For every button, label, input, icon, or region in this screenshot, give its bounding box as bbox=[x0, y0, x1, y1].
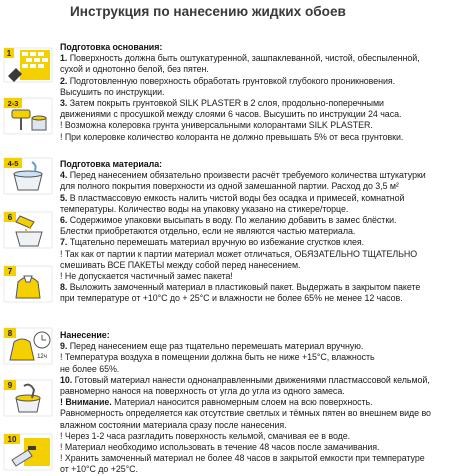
note-text: смешивать ВСЕ ПАКЕТЫ между собой перед нанесением. bbox=[60, 259, 301, 270]
step-text: Тщательно перемешать материал вручную во избежание сгустков клея. bbox=[67, 237, 365, 248]
step-number: 2. bbox=[60, 75, 68, 86]
step-text: температуры. Количество воды на упаковку указано на стикере/торце. bbox=[60, 203, 349, 214]
step-number: 9. bbox=[60, 341, 68, 352]
step-number: 6. bbox=[60, 215, 68, 226]
step-text: Блестки приобретаются отдельно, если не являются частью материала. bbox=[60, 226, 356, 237]
step-text: Подготовленную поверхность обработать грунтовкой глубокого проникновения. bbox=[67, 75, 396, 86]
note-text: ! Возможна колеровка грунта универсальными колорантами SILK PLASTER. bbox=[60, 120, 373, 131]
step-6-icon bbox=[2, 210, 54, 250]
note-text: не более 65%. bbox=[60, 363, 120, 374]
step-text: при температуре от +10°С до + 25°С и влажности не более 65% не менее 12 часов. bbox=[60, 293, 403, 304]
step-10-icon bbox=[2, 432, 54, 472]
step-2-3-label: 2-3 bbox=[7, 99, 19, 108]
step-text: Содержимое упаковки высыпать в воду. По желанию добавить в замес блёстки. bbox=[67, 215, 397, 226]
step-1-icon bbox=[2, 46, 54, 86]
step-text: сухой и однотонно белой, без пятен. bbox=[60, 64, 209, 75]
note-text: ! Материал необходимо использовать в течение 48 часов после замачивания. bbox=[60, 442, 380, 453]
step-1-label: 1 bbox=[6, 49, 12, 58]
step-text: Перед нанесением еще раз тщательно перемешать материал вручную. bbox=[67, 341, 364, 352]
step-number: 10. bbox=[60, 374, 73, 385]
step-text: В пластмассовую емкость налить чистой воды без осадка и примесей, комнатной bbox=[67, 192, 405, 203]
step-text: Готовый материал нанести однонаправленными движениями пластмассовой кельмой, bbox=[72, 374, 430, 385]
step-6-label: 6 bbox=[7, 213, 13, 222]
note-text: ! При колеровке количество колоранта не должно превышать 5% от веса грунтовки. bbox=[60, 131, 404, 142]
step-text: движениями с просушкой между слоями 6 часов. Высушить по инструкции 24 часа. bbox=[60, 109, 402, 120]
page-title: Инструкция по нанесению жидких обоев bbox=[70, 4, 346, 19]
step-9-label: 9 bbox=[7, 381, 13, 390]
step-7-label: 7 bbox=[7, 267, 13, 276]
section-heading: Подготовка материала: bbox=[60, 159, 163, 169]
step-text: Выложить замоченный материал в пластиковый пакет. Выдержать в закрытом пакете bbox=[67, 282, 421, 293]
icon-column bbox=[0, 0, 56, 476]
step-text: для полного покрытия поверхности из одной замешанной партии. Расход до 3,5 м² bbox=[60, 181, 399, 192]
step-4-5-label: 4-5 bbox=[7, 159, 19, 168]
note-text: ! Температура воздуха в помещении должна быть не ниже +15°С, влажность bbox=[60, 352, 375, 363]
section-apply bbox=[60, 330, 468, 476]
step-text: равномерно нанося на поверхность от угла до угла из одного замеса. bbox=[60, 386, 345, 397]
step-10-label: 10 bbox=[7, 435, 17, 444]
note-text: ! Хранить замоченный материал не более 48 часов в закрытой емкости при температуре bbox=[60, 453, 425, 464]
step-8-label: 8 bbox=[7, 329, 13, 338]
step-number: 8. bbox=[60, 282, 68, 293]
step-number: 3. bbox=[60, 98, 68, 109]
step-8-icon bbox=[2, 326, 54, 366]
step-number: 4. bbox=[60, 170, 68, 181]
step-4-5-icon bbox=[2, 156, 54, 196]
step-9-icon bbox=[2, 378, 54, 418]
section-material bbox=[60, 159, 468, 305]
step-7-icon bbox=[2, 264, 54, 304]
step-number: 1. bbox=[60, 53, 68, 64]
step-text: Затем покрыть грунтовкой SILK PLASTER в 2 слоя, продольно-поперечными bbox=[67, 98, 384, 109]
warning-label: ! Внимание. bbox=[60, 397, 112, 408]
step-number: 5. bbox=[60, 192, 68, 203]
step-text: Поверхность должна быть оштукатуренной, зашпаклеванной, чистой, обеспыленной, bbox=[67, 53, 420, 64]
step-number: 7. bbox=[60, 237, 68, 248]
note-text: ! Так как от партии к партии материал может отличаться, ОБЯЗАТЕЛЬНО ТЩАТЕЛЬНО bbox=[60, 248, 418, 259]
step-2-3-icon bbox=[2, 96, 54, 136]
step-text: Равномерность определяется как отсутствие светлых и тёмных пятен во внешнем виде во bbox=[60, 408, 431, 419]
step-text: Высушить по инструкции. bbox=[60, 86, 165, 97]
note-text: ! Через 1-2 часа разгладить поверхность кельмой, смачивая ее в воде. bbox=[60, 430, 351, 441]
note-text: ! Не допускается частичный замес пакета! bbox=[60, 271, 233, 282]
note-text: от +10°С до +25°С. bbox=[60, 464, 138, 475]
clock-label: 12ч bbox=[37, 354, 47, 360]
section-base bbox=[60, 42, 468, 143]
section-heading: Подготовка основания: bbox=[60, 42, 163, 52]
section-heading: Нанесение: bbox=[60, 330, 110, 340]
step-text: влажном состоянии материала сразу после нанесения. bbox=[60, 419, 287, 430]
step-text: Материал наносится равномерным слоем на всю поверхность. bbox=[111, 397, 373, 408]
step-text: Перед нанесением обязательно произвести расчёт требуемого количества штукатурки bbox=[67, 170, 426, 181]
